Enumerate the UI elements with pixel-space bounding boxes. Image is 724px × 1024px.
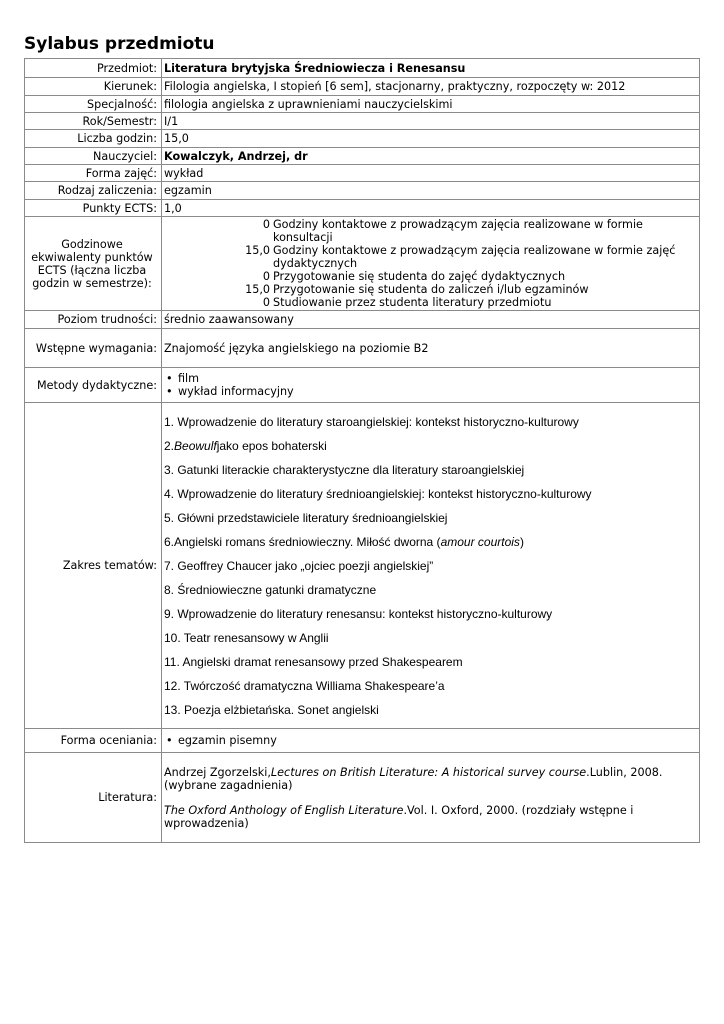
topic-item: 8. Średniowieczne gatunki dramatyczne xyxy=(164,582,377,597)
label-wymagania: Wstępne wymagania: xyxy=(25,329,162,368)
label-specjalnosc: Specjalność: xyxy=(25,96,162,113)
row-poziom xyxy=(25,311,700,329)
hours-value: 0 xyxy=(262,270,270,283)
value-rodzaj-zaliczenia: egzamin xyxy=(162,182,700,200)
row-specjalnosc xyxy=(25,96,700,113)
label-liczba-godzin: Liczba godzin: xyxy=(25,130,162,148)
value-wymagania: Znajomość języka angielskiego na poziomie B2 xyxy=(162,329,700,368)
literature-item: The Oxford Anthology of English Literature.Vol. I. Oxford, 2000. (rozdziały wstępne i wprowadzenia) xyxy=(164,803,634,830)
label-literatura: Literatura: xyxy=(25,753,162,843)
value-kierunek: Filologia angielska, I stopień [6 sem], stacjonarny, praktyczny, rozpoczęty w: 2012 xyxy=(162,78,700,96)
hours-description: Godziny kontaktowe z prowadzącym zajęcia realizowane w formie zajęć dydaktycznych xyxy=(273,244,676,270)
topic-item: 2.Beowulfjako epos bohaterski xyxy=(164,438,327,453)
value-rok: I/1 xyxy=(162,113,700,130)
row-przedmiot xyxy=(25,59,700,78)
row-forma-oceniania xyxy=(25,729,700,753)
topic-item: 9. Wprowadzenie do literatury renesansu: kontekst historyczno-kulturowy xyxy=(164,606,553,621)
hours-value: 15,0 xyxy=(245,283,270,296)
label-zakres: Zakres tematów: xyxy=(25,403,162,729)
assessment-list xyxy=(164,734,697,747)
row-liczba-godzin xyxy=(25,130,700,148)
hours-description: Przygotowanie się studenta do zaliczeń i/lub egzaminów xyxy=(273,283,589,296)
value-poziom: średnio zaawansowany xyxy=(162,311,700,329)
page-title: Sylabus przedmiotu xyxy=(24,34,215,54)
hours-description: Przygotowanie się studenta do zajęć dydaktycznych xyxy=(273,270,566,283)
topic-item: 3. Gatunki literackie charakterystyczne dla literatury staroangielskiej xyxy=(164,462,525,477)
label-godzinowe: Godzinowe ekwiwalenty punktów ECTS (łączna liczba godzin w semestrze): xyxy=(25,217,162,311)
label-nauczyciel: Nauczyciel: xyxy=(25,148,162,165)
list-item: • film xyxy=(164,372,697,385)
label-metody: Metody dydaktyczne: xyxy=(25,368,162,403)
hours-value: 15,0 xyxy=(245,244,270,257)
label-rok: Rok/Semestr: xyxy=(25,113,162,130)
hours-value: 0 xyxy=(262,296,270,309)
literature-item: Andrzej Zgorzelski,Lectures on British Literature: A historical survey course.Lublin, 2008. (wybrane zagadnienia) xyxy=(164,765,663,792)
row-literatura xyxy=(25,753,700,843)
list-item: • wykład informacyjny xyxy=(164,385,697,398)
hours-description: Studiowanie przez studenta literatury przedmiotu xyxy=(273,296,552,309)
row-forma-zajec xyxy=(25,165,700,182)
syllabus-table xyxy=(24,58,700,843)
topic-item: 6.Angielski romans średniowieczny. Miłość dworna (amour courtois) xyxy=(164,534,524,549)
row-metody xyxy=(25,368,700,403)
row-ects xyxy=(25,200,700,217)
topic-item: 10. Teatr renesansowy w Anglii xyxy=(164,630,329,645)
topic-item: 13. Poezja elżbietańska. Sonet angielski xyxy=(164,702,379,717)
row-godzinowe xyxy=(25,217,700,311)
course-title: Literatura brytyjska Średniowiecza i Renesansu xyxy=(162,59,700,78)
topic-item: 1. Wprowadzenie do literatury staroangielskiej: kontekst historyczno-kulturowy xyxy=(164,414,579,429)
methods-list xyxy=(164,372,697,398)
hours-value: 0 xyxy=(262,218,270,231)
row-nauczyciel xyxy=(25,148,700,165)
value-ects: 1,0 xyxy=(162,200,700,217)
label-rodzaj-zaliczenia: Rodzaj zaliczenia: xyxy=(25,182,162,200)
label-poziom: Poziom trudności: xyxy=(25,311,162,329)
label-kierunek: Kierunek: xyxy=(25,78,162,96)
value-forma-zajec: wykład xyxy=(162,165,700,182)
row-rok xyxy=(25,113,700,130)
value-liczba-godzin: 15,0 xyxy=(162,130,700,148)
value-specjalnosc: filologia angielska z uprawnieniami nauczycielskimi xyxy=(162,96,700,113)
row-wymagania xyxy=(25,329,700,368)
value-nauczyciel: Kowalczyk, Andrzej, dr xyxy=(162,148,700,165)
topic-item: 12. Twórczość dramatyczna Williama Shakespeare’a xyxy=(164,678,445,693)
row-kierunek xyxy=(25,78,700,96)
row-zakres xyxy=(25,403,700,729)
label-ects: Punkty ECTS: xyxy=(25,200,162,217)
hours-description: Godziny kontaktowe z prowadzącym zajęcia realizowane w formie konsultacji xyxy=(273,218,643,244)
label-forma-zajec: Forma zajęć: xyxy=(25,165,162,182)
topic-item: 11. Angielski dramat renesansowy przed Shakespearem xyxy=(164,654,463,669)
topic-item: 4. Wprowadzenie do literatury średnioangielskiej: kontekst historyczno-kulturowy xyxy=(164,486,592,501)
label-forma-oceniania: Forma oceniania: xyxy=(25,729,162,753)
hours-list xyxy=(164,218,697,309)
list-item: • egzamin pisemny xyxy=(164,734,697,747)
topic-item: 5. Główni przedstawiciele literatury średnioangielskiej xyxy=(164,510,448,525)
topic-item: 7. Geoffrey Chaucer jako „ojciec poezji angielskiej” xyxy=(164,558,434,573)
row-rodzaj-zaliczenia xyxy=(25,182,700,200)
label-przedmiot: Przedmiot: xyxy=(25,59,162,78)
